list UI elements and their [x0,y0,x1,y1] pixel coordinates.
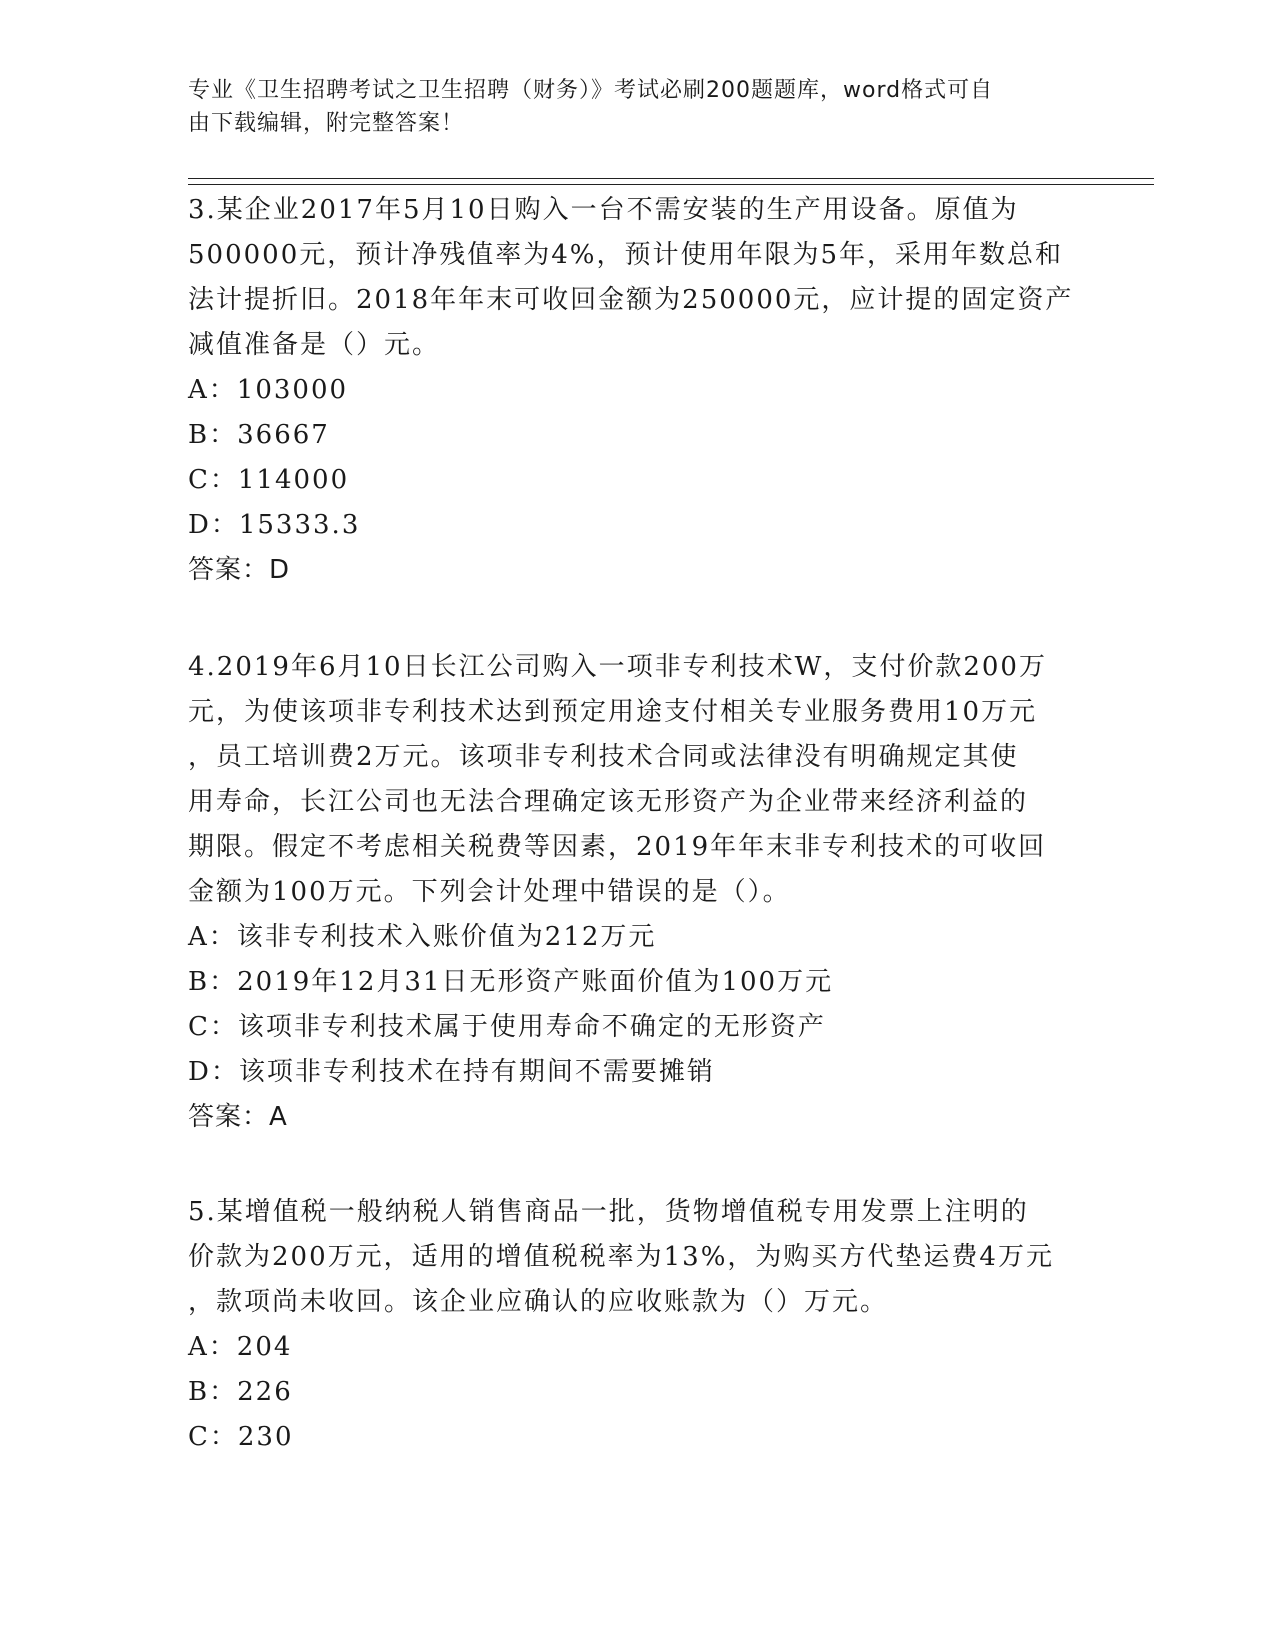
stem-line: 价款为200万元，适用的增值税税率为13%，为购买方代垫运费4万元 [188,1242,1054,1272]
stem-line: ，员工培训费2万元。该项非专利技术合同或法律没有明确规定其使 [188,742,1019,772]
question-block [188,1190,1088,1460]
question-stem [188,1190,1088,1325]
answer-label: 答案：A [188,1102,288,1132]
header-line: 专业《卫生招聘考试之卫生招聘（财务）》考试必刷200题题库，word格式可自 [188,78,994,103]
option-b: B：36667 [188,420,330,450]
option-a: A：该非专利技术入账价值为212万元 [188,922,657,952]
option-c: C：114000 [188,465,350,495]
option-b: B：226 [188,1377,293,1407]
stem-line: 法计提折旧。2018年年末可收回金额为250000元，应计提的固定资产 [188,285,1074,315]
stem-line: ，款项尚未收回。该企业应确认的应收账款为（）万元。 [188,1287,889,1317]
option-c: C：该项非专利技术属于使用寿命不确定的无形资产 [188,1012,826,1042]
header-line: 由下载编辑，附完整答案！ [188,111,465,136]
stem-line: 用寿命，长江公司也无法合理确定该无形资产为企业带来经济利益的 [188,787,1029,817]
question-stem [188,188,1088,368]
option-d: D：15333.3 [188,510,361,540]
stem-line: 500000元，预计净残值率为4%，预计使用年限为5年，采用年数总和 [188,240,1064,270]
stem-line: 期限。假定不考虑相关税费等因素，2019年年末非专利技术的可收回 [188,832,1047,862]
option-c: C：230 [188,1422,294,1452]
stem-line: 4.2019年6月10日长江公司购入一项非专利技术W，支付价款200万 [188,652,1047,682]
question-block [188,188,1088,593]
header-divider [188,184,1154,185]
stem-line: 元，为使该项非专利技术达到预定用途支付相关专业服务费用10万元 [188,697,1038,727]
document-header [188,74,1088,140]
stem-line: 减值准备是（）元。 [188,330,441,360]
stem-line: 金额为100万元。下列会计处理中错误的是（）。 [188,877,791,907]
question-stem [188,645,1088,915]
stem-line: 5.某增值税一般纳税人销售商品一批，货物增值税专用发票上注明的 [188,1197,1029,1227]
option-a: A：204 [188,1332,293,1362]
option-b: B：2019年12月31日无形资产账面价值为100万元 [188,967,834,997]
header-divider [188,178,1154,179]
option-d: D：该项非专利技术在持有期间不需要摊销 [188,1057,715,1087]
question-block [188,645,1088,1140]
option-a: A：103000 [188,375,349,405]
stem-line: 3.某企业2017年5月10日购入一台不需安装的生产用设备。原值为 [188,195,1019,225]
answer-label: 答案：D [188,555,291,585]
